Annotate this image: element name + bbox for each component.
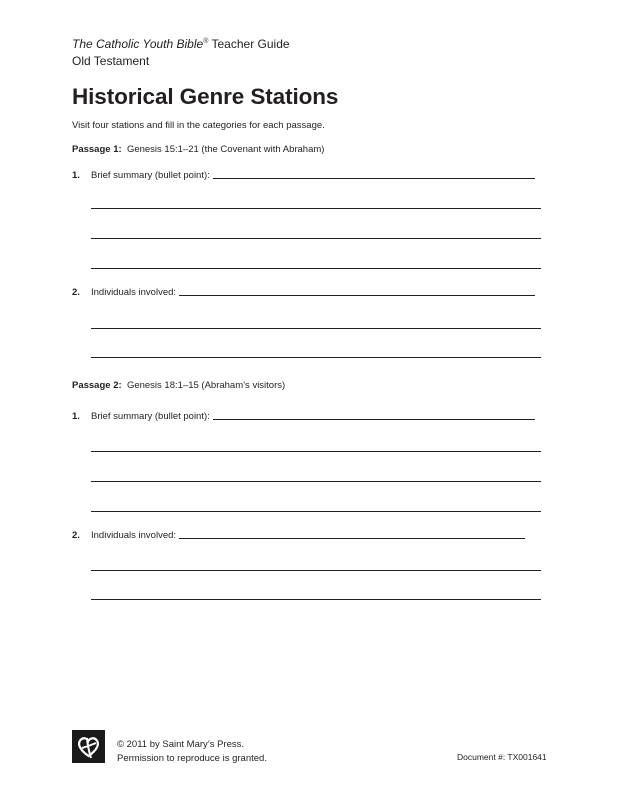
header-guide-title <box>72 37 290 51</box>
answer-line[interactable] <box>213 418 535 420</box>
passage-2-heading <box>72 380 285 391</box>
page-title: Historical Genre Stations <box>72 84 339 109</box>
answer-line[interactable] <box>91 511 541 512</box>
answer-line[interactable] <box>91 599 541 600</box>
passage-1-heading <box>72 144 324 155</box>
answer-line[interactable] <box>91 570 541 571</box>
passage-reference: Genesis 18:1–15 (Abraham’s visitors) <box>126 380 286 391</box>
guide-label: Teacher Guide <box>208 37 290 51</box>
answer-line[interactable] <box>91 357 541 358</box>
answer-line[interactable] <box>91 268 541 269</box>
question-number: 2. <box>72 287 80 298</box>
answer-line[interactable] <box>91 451 541 452</box>
book-title: The Catholic Youth Bible <box>72 37 204 51</box>
passage-2-question-2 <box>72 530 525 541</box>
copyright-text: © 2011 by Saint Mary’s Press. <box>117 739 245 750</box>
question-label: Individuals involved: <box>91 530 177 541</box>
copyright-block <box>117 738 267 766</box>
header-section: Old Testament <box>72 54 150 68</box>
registered-mark: ® <box>203 38 209 45</box>
passage-reference: Genesis 15:1–21 (the Covenant with Abraham) <box>126 144 325 155</box>
passage-label: Passage 2: <box>72 380 122 391</box>
question-label: Individuals involved: <box>91 287 177 298</box>
answer-line[interactable] <box>179 294 535 296</box>
question-label: Brief summary (bullet point): <box>91 411 210 422</box>
passage-2-question-1 <box>72 411 535 422</box>
question-label: Brief summary (bullet point): <box>91 170 210 181</box>
answer-line[interactable] <box>91 481 541 482</box>
answer-line[interactable] <box>179 537 525 539</box>
answer-line[interactable] <box>91 328 541 329</box>
document-number: Document #: TX001641 <box>457 752 547 762</box>
passage-label: Passage 1: <box>72 144 122 155</box>
question-number: 1. <box>72 170 80 181</box>
answer-line[interactable] <box>91 238 541 239</box>
passage-1-question-1 <box>72 170 535 181</box>
instructions-text: Visit four stations and fill in the categories for each passage. <box>72 120 325 131</box>
passage-1-question-2 <box>72 287 535 298</box>
permission-text: Permission to reproduce is granted. <box>117 753 267 764</box>
question-number: 1. <box>72 411 80 422</box>
publisher-logo-icon <box>72 730 105 763</box>
answer-line[interactable] <box>213 177 535 179</box>
question-number: 2. <box>72 530 80 541</box>
answer-line[interactable] <box>91 208 541 209</box>
